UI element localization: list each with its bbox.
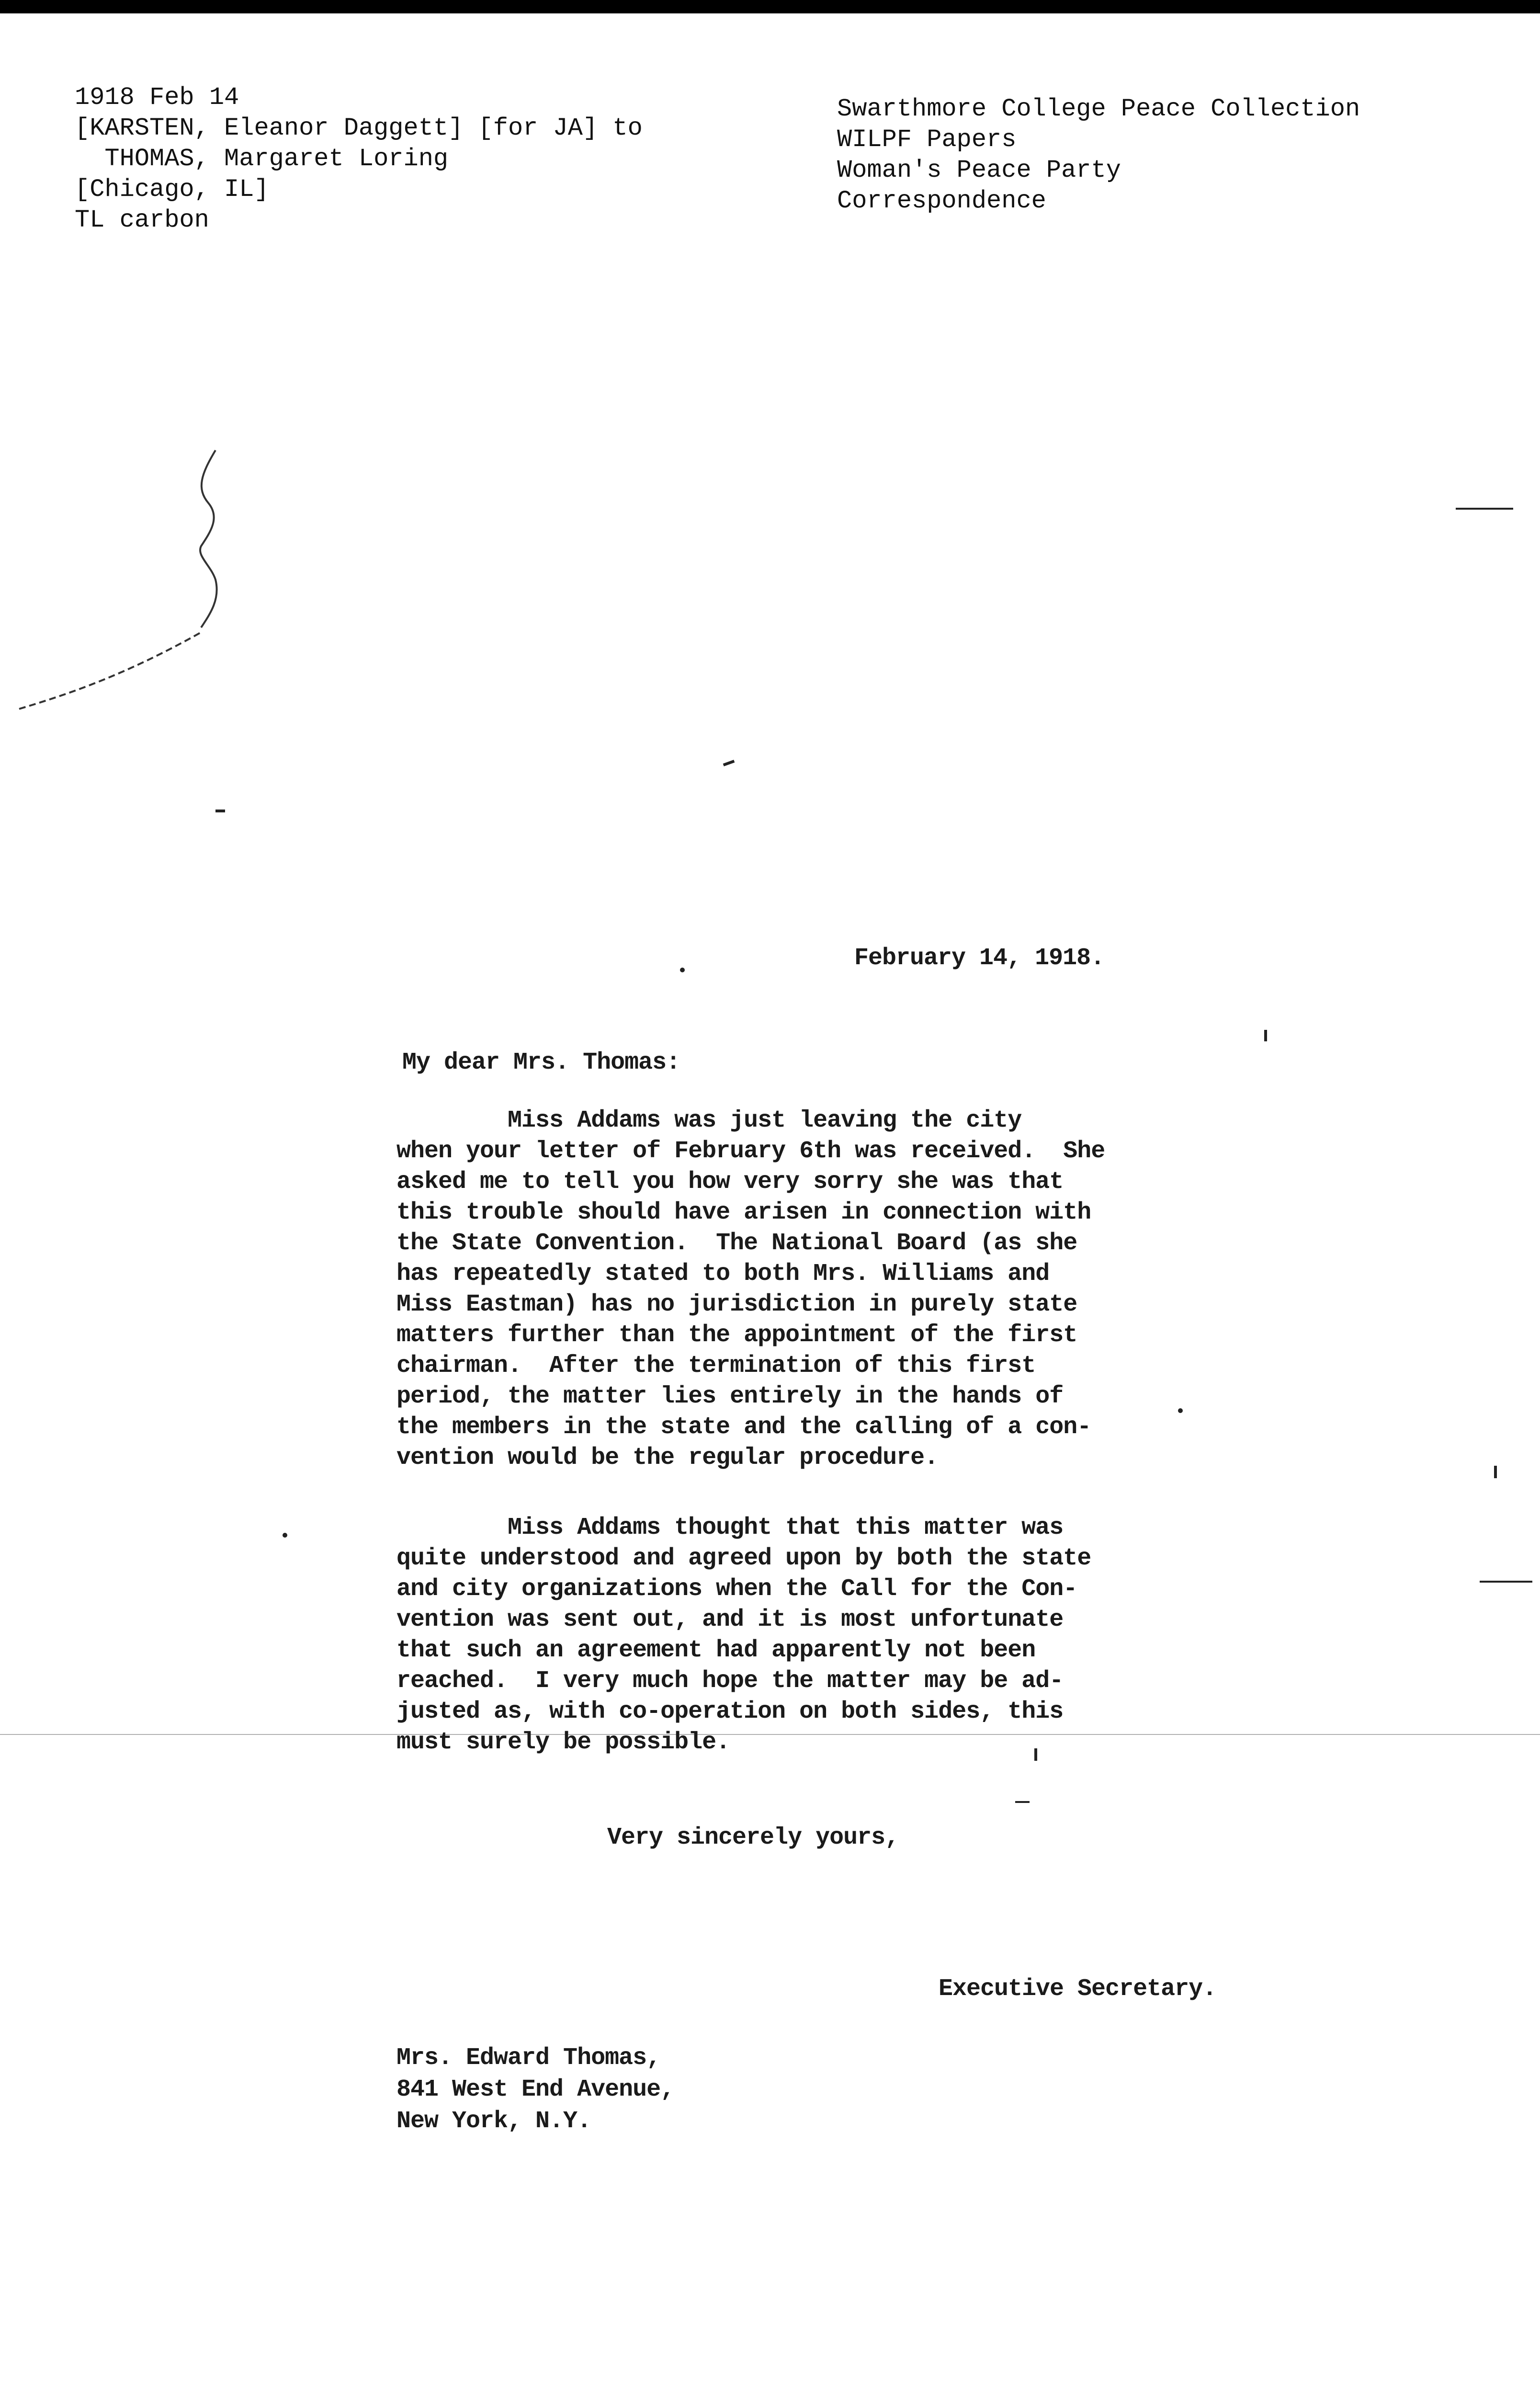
scan-speck: [1264, 1030, 1267, 1041]
paragraph-line: the members in the state and the calling of a con-: [396, 1414, 1091, 1441]
scan-top-edge: [0, 0, 1540, 13]
paragraph-line: matters further than the appointment of the first: [396, 1322, 1077, 1349]
paragraph-line: reached. I very much hope the matter may be ad-: [396, 1667, 1064, 1695]
catalog-type: TL carbon: [75, 206, 209, 234]
address-line: Mrs. Edward Thomas,: [396, 2044, 661, 2072]
letter-salutation: My dear Mrs. Thomas:: [402, 1049, 680, 1076]
scan-speck: [1034, 1748, 1037, 1761]
paragraph-line: Miss Addams was just leaving the city: [396, 1107, 1022, 1134]
scan-speck: [283, 1533, 287, 1538]
scan-fold-line: [0, 1734, 1540, 1735]
collection-organization: Woman's Peace Party: [837, 156, 1121, 184]
paragraph-line: that such an agreement had apparently not been: [396, 1637, 1036, 1664]
scan-speck: [680, 968, 685, 972]
paragraph-line: justed as, with co-operation on both sides, this: [396, 1698, 1064, 1725]
scan-speck: [1480, 1581, 1532, 1583]
paragraph-line: must surely be possible.: [396, 1729, 730, 1756]
paragraph-line: asked me to tell you how very sorry she was that: [396, 1168, 1064, 1196]
pencil-stroke-mark: [10, 623, 211, 718]
scan-speck: [1178, 1408, 1183, 1413]
letter-date: February 14, 1918.: [854, 945, 1105, 972]
paragraph-line: chairman. After the termination of this first: [396, 1352, 1036, 1380]
paragraph-line: when your letter of February 6th was received. She: [396, 1138, 1105, 1165]
catalog-place: [Chicago, IL]: [75, 175, 269, 204]
catalog-header-right: [837, 94, 1360, 217]
scan-speck: [723, 760, 735, 766]
catalog-header-left: [75, 82, 643, 236]
scan-speck: [1456, 508, 1513, 510]
scan-speck: [215, 810, 225, 812]
collection-series: Correspondence: [837, 187, 1046, 215]
catalog-correspondents: [KARSTEN, Eleanor Daggett] [for JA] to: [75, 114, 643, 142]
paragraph-line: and city organizations when the Call for the Con-: [396, 1575, 1077, 1603]
paragraph-line: quite understood and agreed upon by both the state: [396, 1545, 1091, 1572]
paragraph-line: period, the matter lies entirely in the hands of: [396, 1383, 1064, 1410]
collection-papers: WILPF Papers: [837, 125, 1017, 154]
scan-speck: [1494, 1466, 1497, 1478]
paragraph-line: Miss Eastman) has no jurisdiction in purely state: [396, 1291, 1077, 1318]
paragraph-line: Miss Addams thought that this matter was: [396, 1514, 1064, 1541]
catalog-recipient: THOMAS, Margaret Loring: [75, 145, 449, 173]
letter-paragraph-2: [396, 1513, 1182, 1758]
catalog-date: 1918 Feb 14: [75, 83, 239, 112]
paragraph-line: this trouble should have arisen in connection with: [396, 1199, 1091, 1226]
letter-paragraph-1: [396, 1106, 1182, 1473]
paragraph-line: has repeatedly stated to both Mrs. Williams and: [396, 1260, 1050, 1288]
collection-name: Swarthmore College Peace Collection: [837, 95, 1360, 123]
paragraph-line: vention was sent out, and it is most unfortunate: [396, 1606, 1064, 1633]
scan-noise-corner: [1301, 2359, 1540, 2395]
letter-closing: Very sincerely yours,: [607, 1824, 899, 1851]
paragraph-line: vention would be the regular procedure.: [396, 1444, 939, 1471]
address-line: 841 West End Avenue,: [396, 2076, 675, 2103]
recipient-address: [396, 2042, 674, 2137]
letter-signature: Executive Secretary.: [939, 1975, 1217, 2003]
address-line: New York, N.Y.: [396, 2108, 591, 2135]
paragraph-line: the State Convention. The National Board (as she: [396, 1230, 1077, 1257]
scan-speck: [1015, 1801, 1030, 1803]
